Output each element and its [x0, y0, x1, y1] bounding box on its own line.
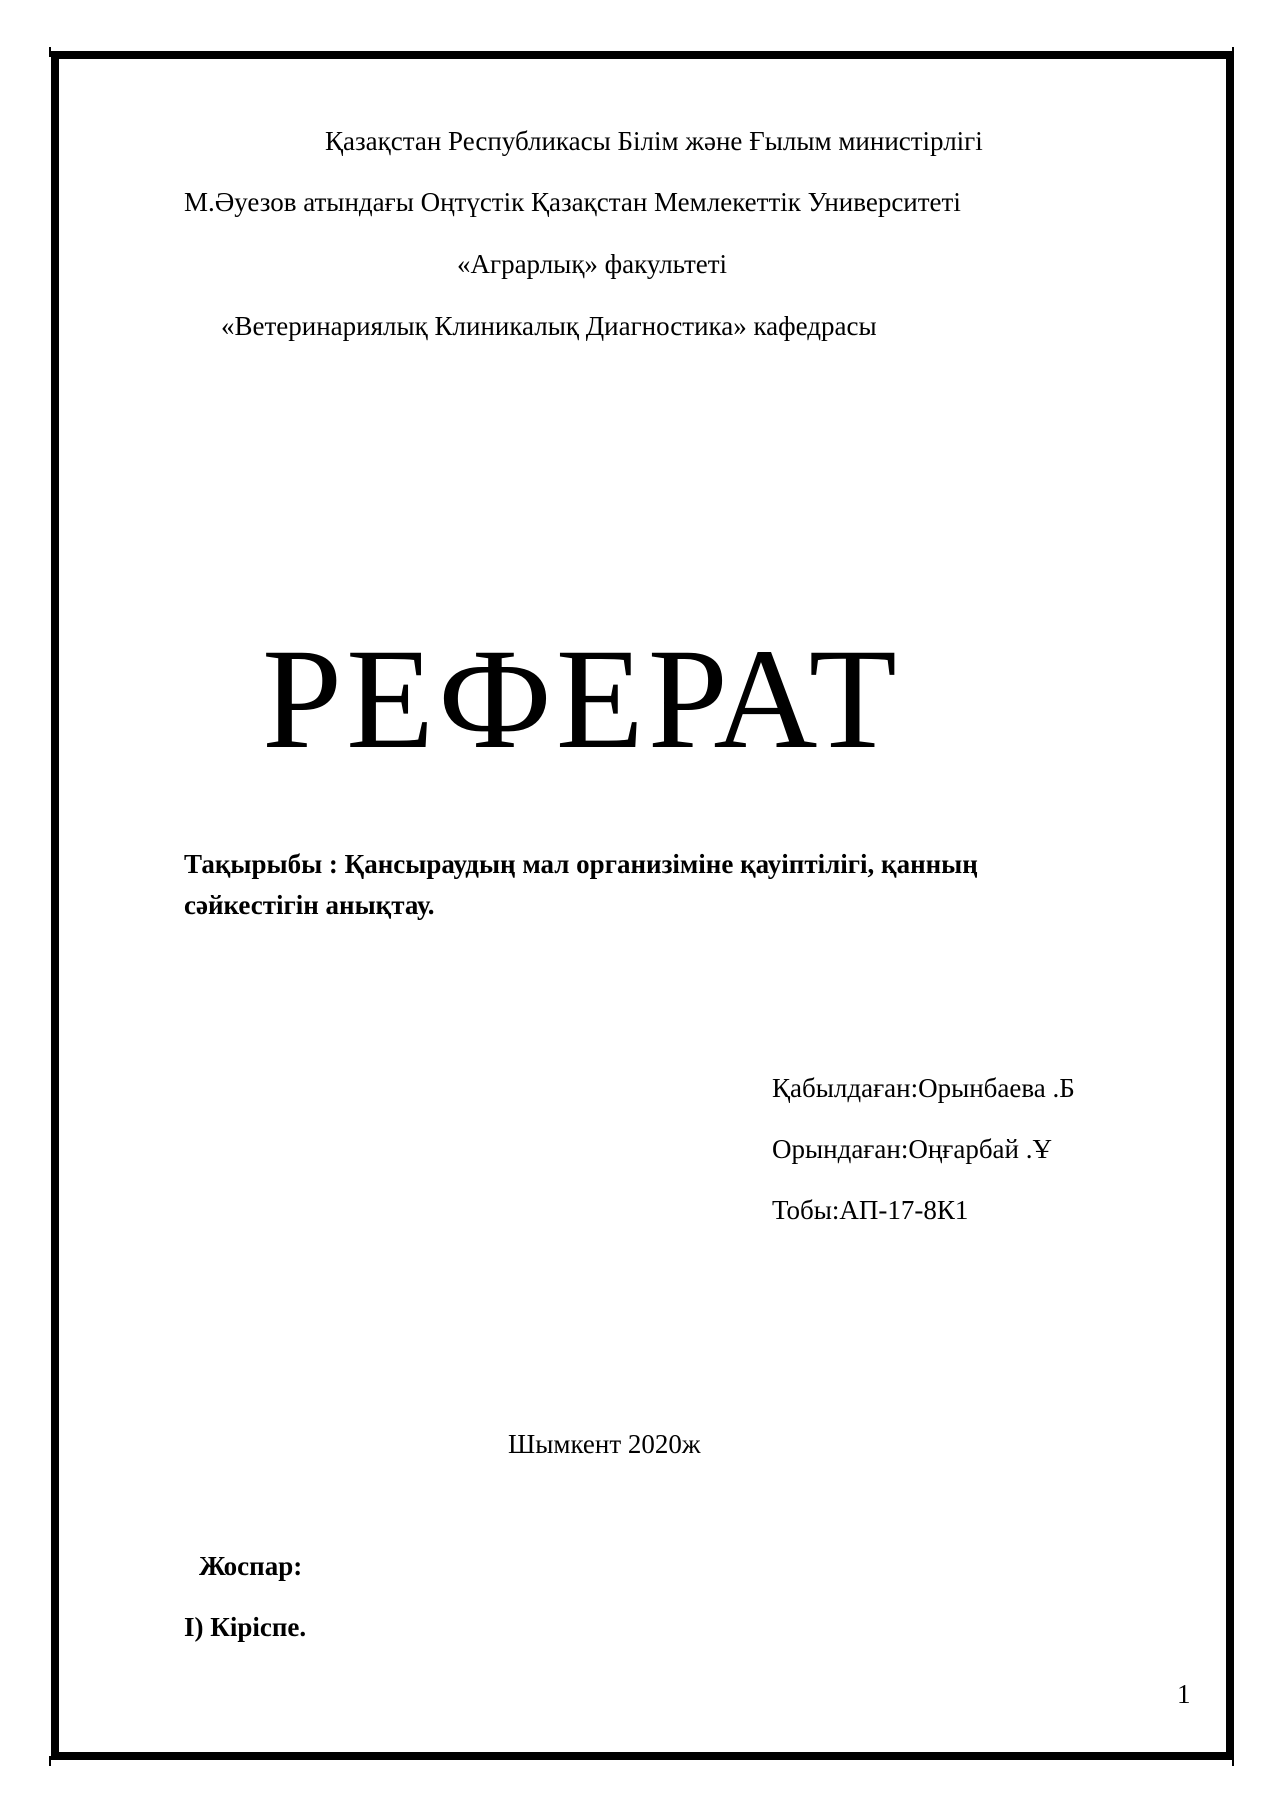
corner-tick [1232, 47, 1234, 57]
topic-line-2: сәйкестігін анықтау. [184, 890, 435, 920]
accepted-by: Қабылдаған:Орынбаева .Б [772, 1073, 1075, 1103]
topic-block [184, 844, 978, 926]
corner-tick [49, 47, 51, 57]
frame-top-border [51, 51, 1234, 59]
page-number: 1 [1177, 1679, 1191, 1709]
topic-line-1: Тақырыбы : Қансыраудың мал организіміне қауіптілігі, қанның [184, 849, 978, 879]
faculty-line: «Аграрлық» факультеті [457, 249, 728, 279]
frame-left-border [51, 51, 59, 1760]
frame-right-border [1226, 51, 1234, 1760]
document-title: РЕФЕРАТ [262, 620, 901, 779]
plan-item-introduction: I) Кіріспе. [184, 1612, 307, 1642]
corner-tick [49, 1756, 51, 1766]
frame-bottom-border [51, 1752, 1234, 1760]
department-line: «Ветеринариялық Клиникалық Диагностика» кафедрасы [221, 311, 877, 341]
university-line: М.Әуезов атындағы Оңтүстік Қазақстан Мемлекеттік Университеті [184, 187, 961, 217]
ministry-line: Қазақстан Республикасы Білім және Ғылым министірлігі [325, 126, 983, 156]
performed-by: Орындаған:Оңғарбай .Ұ [772, 1134, 1052, 1164]
corner-tick [1232, 1756, 1234, 1766]
plan-heading: Жоспар: [199, 1551, 303, 1581]
city-year: Шымкент 2020ж [508, 1429, 701, 1459]
group-info: Тобы:АП-17-8К1 [772, 1195, 969, 1225]
